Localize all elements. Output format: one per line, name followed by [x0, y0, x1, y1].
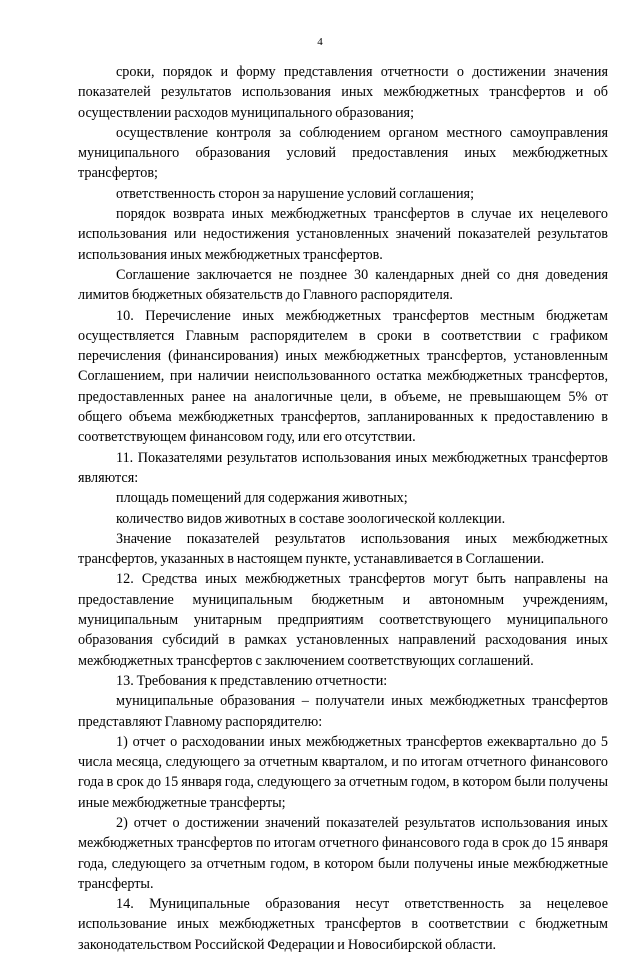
paragraph-report-2: 2) отчет о достижении значений показателей результатов использования иных межбюджетных трансфертов по итогам отчетного финансового года в срок до 15 января года, следующего за отчетным годом, в котором были получены иные межбюджетные трансферты. — [78, 814, 608, 892]
paragraph-item-10: 10. Перечисление иных межбюджетных трансфертов местным бюджетам осуществляется Главным распорядителем в сроки в соответствии с графиком перечисления (финансирования) иных межбюджетных трансфертов, установленным Соглашением, при наличии неиспользованного остатка межбюджетных трансфертов, предоставленных ранее на аналогичные цели, в объеме, не превышающем 5% от общего объема межбюджетных трансфертов, запланированных к предоставлению в соответствующем финансовом году, или его отсутствии. — [78, 307, 608, 446]
paragraph-responsibility: ответственность сторон за нарушение условий соглашения; — [116, 185, 475, 202]
paragraph-indicator-species: количество видов животных в составе зоологической коллекции. — [116, 510, 506, 527]
paragraph-recipients: муниципальные образования – получатели иных межбюджетных трансфертов представляют Главному распорядителю: — [78, 693, 608, 730]
paragraph-agreement-deadline: Соглашение заключается не позднее 30 календарных дней со дня доведения лимитов бюджетных обязательств до Главного распорядителя. — [78, 266, 608, 304]
paragraph-indicator-area: площадь помещений для содержания животных; — [116, 490, 408, 507]
paragraph-item-14: 14. Муниципальные образования несут ответственность за нецелевое использование иных межбюджетных трансфертов в соответствии с бюджетным законодательством Российской Федерации и Новосибирской области. — [78, 896, 608, 953]
paragraph-control: осуществление контроля за соблюдением органом местного самоуправления муниципального образования условий предоставления иных межбюджетных трансфертов; — [78, 124, 608, 182]
paragraph-return-procedure: порядок возврата иных межбюджетных трансфертов в случае их нецелевого использования или недостижения установленных значений показателей результатов использования иных межбюджетных трансфертов. — [78, 206, 608, 263]
paragraph-reporting-terms: сроки, порядок и форму представления отчетности о достижении значения показателей результатов использования иных межбюджетных трансфертов и об осуществлении расходов муниципального образования; — [78, 64, 608, 121]
paragraph-report-1: 1) отчет о расходовании иных межбюджетных трансфертов ежеквартально до 5 числа месяца, следующего за отчетным кварталом, и по итогам отчетного финансового года в срок до 15 января года, следующего за отчетным годом, в котором были получены иные межбюджетные трансферты; — [78, 733, 608, 811]
paragraph-indicator-value: Значение показателей результатов использования иных межбюджетных трансфертов, указанных в настоящем пункте, устанавливается в Соглашении. — [78, 530, 608, 568]
page-number: 4 — [317, 36, 323, 48]
paragraph-item-13: 13. Требования к представлению отчетности: — [116, 672, 388, 689]
document-body — [78, 62, 608, 955]
paragraph-item-11: 11. Показателями результатов использования иных межбюджетных трансфертов являются: — [78, 449, 608, 486]
paragraph-item-12: 12. Средства иных межбюджетных трансфертов могут быть направлены на предоставление муниципальным бюджетным и автономным учреждениям, муниципальным унитарным предприятиям соответствующего муниципального образования субсидий в рамках установленных направлений расходования иных межбюджетных трансфертов с заключением соответствующих соглашений. — [78, 571, 608, 669]
